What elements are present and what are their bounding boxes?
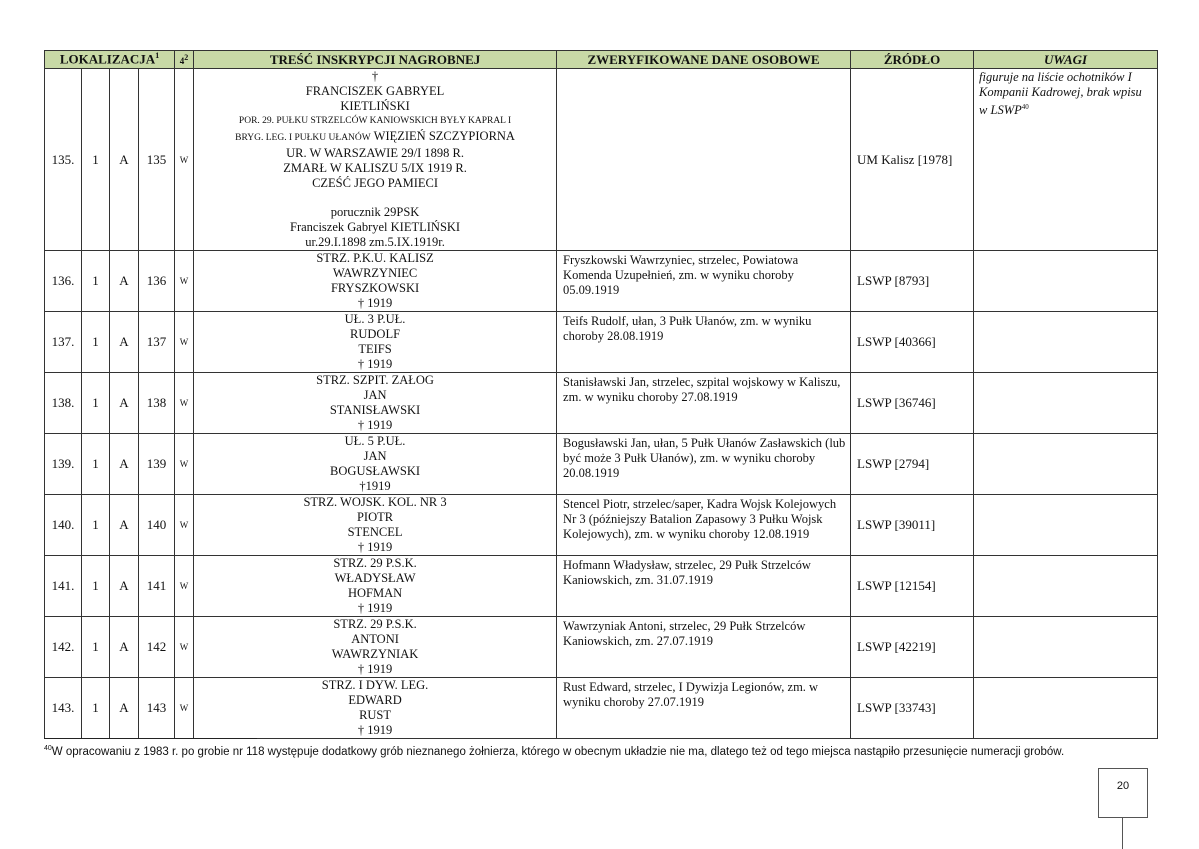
- row-verified-data: Wawrzyniak Antoni, strzelec, 29 Pułk Strzelców Kaniowskich, zm. 27.07.1919: [557, 617, 851, 678]
- table-row: [45, 678, 1158, 739]
- inscription-line: ANTONI: [351, 632, 399, 646]
- inscription-line: UR. W WARSZAWIE 29/I 1898 R.: [286, 146, 464, 160]
- row-number: 143.: [45, 678, 82, 739]
- row-verified-data: Fryszkowski Wawrzyniec, strzelec, Powiatowa Komenda Uzupełnień, zm. w wyniku choroby 05.09.1919: [557, 251, 851, 312]
- row-verified-data: Hofmann Władysław, strzelec, 29 Pułk Strzelców Kaniowskich, zm. 31.07.1919: [557, 556, 851, 617]
- table-row: [45, 373, 1158, 434]
- page-number: 20: [1098, 768, 1148, 818]
- row-sector: 1: [82, 69, 110, 251]
- row-type: W: [175, 495, 194, 556]
- row-remarks: [974, 251, 1158, 312]
- row-quarter: A: [110, 373, 139, 434]
- row-grave: 138: [139, 373, 175, 434]
- row-verified-data: [557, 69, 851, 251]
- row-quarter: A: [110, 556, 139, 617]
- row-source: LSWP [2794]: [851, 434, 974, 495]
- row-inscription: [194, 312, 557, 373]
- inscription-line: KIETLIŃSKI: [340, 99, 410, 113]
- header-uwagi: UWAGI: [974, 51, 1158, 69]
- row-quarter: A: [110, 617, 139, 678]
- header-row: [45, 51, 1158, 69]
- row-quarter: A: [110, 678, 139, 739]
- row-number: 141.: [45, 556, 82, 617]
- row-grave: 141: [139, 556, 175, 617]
- table-row: [45, 495, 1158, 556]
- inscription-line: WŁADYSŁAW: [334, 571, 416, 585]
- header-dane: ZWERYFIKOWANE DANE OSOBOWE: [557, 51, 851, 69]
- row-inscription: [194, 556, 557, 617]
- inscription-line: ur.29.I.1898 zm.5.IX.1919r.: [305, 235, 445, 249]
- inscription-line: STANISŁAWSKI: [329, 403, 421, 417]
- row-remarks: [974, 678, 1158, 739]
- inscription-line: BOGUSŁAWSKI: [330, 464, 421, 478]
- inscription-line: RUDOLF: [350, 327, 401, 341]
- row-grave: 139: [139, 434, 175, 495]
- inscription-line: porucznik 29PSK: [330, 205, 420, 219]
- inscription-line: STRZ. 29 P.S.K.: [333, 556, 417, 570]
- row-remarks: [974, 434, 1158, 495]
- footnote-separator: [44, 738, 257, 739]
- row-number: 142.: [45, 617, 82, 678]
- row-grave: 135: [139, 69, 175, 251]
- inscription-line: † 1919: [357, 601, 393, 615]
- inscription-line: HOFMAN: [347, 586, 403, 600]
- row-source: UM Kalisz [1978]: [851, 69, 974, 251]
- table-row: [45, 251, 1158, 312]
- row-type: W: [175, 678, 194, 739]
- header-tresc: TREŚĆ INSKRYPCJI NAGROBNEJ: [194, 51, 557, 69]
- row-verified-data: Stanisławski Jan, strzelec, szpital wojskowy w Kaliszu, zm. w wyniku choroby 27.08.1919: [557, 373, 851, 434]
- inscription-line: STRZ. SZPIT. ZAŁOG: [316, 373, 434, 387]
- row-source: LSWP [8793]: [851, 251, 974, 312]
- row-source: LSWP [40366]: [851, 312, 974, 373]
- row-number: 138.: [45, 373, 82, 434]
- inscription-line: JAN: [363, 388, 387, 402]
- row-type: W: [175, 373, 194, 434]
- row-sector: 1: [82, 434, 110, 495]
- inscription-line: † 1919: [357, 418, 393, 432]
- row-source: LSWP [39011]: [851, 495, 974, 556]
- row-sector: 1: [82, 312, 110, 373]
- inscription-line: CZEŚĆ JEGO PAMIECI: [312, 176, 439, 190]
- row-remarks: figuruje na liście ochotników I Kompanii Kadrowej, brak wpisu w LSWP$^{40}$: [974, 69, 1158, 251]
- row-source: LSWP [33743]: [851, 678, 974, 739]
- row-source: LSWP [36746]: [851, 373, 974, 434]
- inscription-line: †: [371, 69, 379, 83]
- row-inscription: [194, 495, 557, 556]
- row-type: W: [175, 617, 194, 678]
- row-sector: 1: [82, 495, 110, 556]
- inscription-line: ZMARŁ W KALISZU 5/IX 1919 R.: [283, 161, 467, 175]
- inscription-line: JAN: [363, 449, 387, 463]
- row-verified-data: Stencel Piotr, strzelec/saper, Kadra Wojsk Kolejowych Nr 3 (późniejszy Batalion Zapasowy 3 Pułku Wojsk Kolejowych), zm. w wyniku choroby 12.08.1919: [557, 495, 851, 556]
- row-quarter: A: [110, 69, 139, 251]
- table-row: [45, 312, 1158, 373]
- inscription-line: † 1919: [357, 296, 393, 310]
- inscription-gap: [194, 191, 556, 205]
- row-grave: 136: [139, 251, 175, 312]
- row-remarks: [974, 312, 1158, 373]
- row-quarter: A: [110, 251, 139, 312]
- inscription-line: † 1919: [357, 540, 393, 554]
- row-remarks: [974, 617, 1158, 678]
- row-inscription: [194, 251, 557, 312]
- row-grave: 140: [139, 495, 175, 556]
- inscription-line: † 1919: [357, 723, 393, 737]
- row-quarter: A: [110, 495, 139, 556]
- row-grave: 137: [139, 312, 175, 373]
- row-type: W: [175, 69, 194, 251]
- inscription-line: TEIFS: [358, 342, 392, 356]
- row-inscription: [194, 617, 557, 678]
- inscription-line: † 1919: [357, 662, 393, 676]
- row-grave: 142: [139, 617, 175, 678]
- row-type: W: [175, 312, 194, 373]
- inscription-line: STRZ. 29 P.S.K.: [333, 617, 417, 631]
- inscription-line: FRYSZKOWSKI: [330, 281, 420, 295]
- row-grave: 143: [139, 678, 175, 739]
- row-verified-data: Rust Edward, strzelec, I Dywizja Legionów, zm. w wyniku choroby 27.07.1919: [557, 678, 851, 739]
- inscription-line: WAWRZYNIAK: [331, 647, 419, 661]
- row-sector: 1: [82, 556, 110, 617]
- header-zrodlo: ŹRÓDŁO: [851, 51, 974, 69]
- row-type: W: [175, 434, 194, 495]
- row-inscription: [194, 373, 557, 434]
- inscription-line: UŁ. 5 P.UŁ.: [344, 434, 406, 448]
- row-verified-data: Teifs Rudolf, ułan, 3 Pułk Ułanów, zm. w wyniku choroby 28.08.1919: [557, 312, 851, 373]
- inscription-line: †1919: [359, 479, 391, 493]
- inscription-line: STRZ. P.K.U. KALISZ: [316, 251, 434, 265]
- row-type: W: [175, 251, 194, 312]
- row-remarks: [974, 373, 1158, 434]
- row-verified-data: Bogusławski Jan, ułan, 5 Pułk Ułanów Zasławskich (lub być może 3 Pułk Ułanów), zm. w wyniku choroby 20.08.1919: [557, 434, 851, 495]
- row-inscription: [194, 434, 557, 495]
- row-sector: 1: [82, 617, 110, 678]
- inscription-line: PIOTR: [356, 510, 394, 524]
- table-row: [45, 617, 1158, 678]
- row-number: 137.: [45, 312, 82, 373]
- row-remarks: [974, 495, 1158, 556]
- row-source: LSWP [12154]: [851, 556, 974, 617]
- row-type: W: [175, 556, 194, 617]
- row-quarter: A: [110, 434, 139, 495]
- row-number: 135.: [45, 69, 82, 251]
- inscription-line: BRYG. LEG. I PUŁKU UŁANÓW WIĘZIEŃ SZCZYPIORNA: [235, 129, 515, 143]
- row-number: 136.: [45, 251, 82, 312]
- inscription-line: UŁ. 3 P.UŁ.: [344, 312, 406, 326]
- table-row: [45, 434, 1158, 495]
- table-row: [45, 556, 1158, 617]
- page-box-line: [1122, 817, 1123, 849]
- header-col4: $4^2$: [175, 51, 194, 69]
- row-number: 139.: [45, 434, 82, 495]
- inscription-line: WAWRZYNIEC: [332, 266, 418, 280]
- inscription-line: FRANCISZEK GABRYEL: [305, 84, 445, 98]
- footnote: $^{40}$W opracowaniu z 1983 r. po grobie nr 118 występuje dodatkowy grób nieznanego żołnierza, którego w obecnym układzie nie ma, dlatego też od tego miejsca nastąpiło przesunięcie numeracji grobów.: [44, 745, 1065, 758]
- inscription-line: † 1919: [357, 357, 393, 371]
- header-lokalizacja: LOKALIZACJA$^1$: [45, 51, 175, 69]
- inscription-line: STRZ. I DYW. LEG.: [321, 678, 429, 692]
- row-quarter: A: [110, 312, 139, 373]
- inscription-line: STENCEL: [347, 525, 403, 539]
- row-remarks: [974, 556, 1158, 617]
- inscription-line: Franciszek Gabryel KIETLIŃSKI: [290, 220, 461, 234]
- row-inscription: [194, 678, 557, 739]
- graves-table: [44, 50, 1158, 739]
- inscription-line: EDWARD: [348, 693, 402, 707]
- inscription-line: RUST: [359, 708, 392, 722]
- inscription-line: STRZ. WOJSK. KOL. NR 3: [303, 495, 447, 509]
- row-inscription: [194, 69, 557, 251]
- row-number: 140.: [45, 495, 82, 556]
- row-sector: 1: [82, 678, 110, 739]
- inscription-line: POR. 29. PUŁKU STRZELCÓW KANIOWSKICH BYŁY KAPRAL I: [238, 116, 512, 126]
- row-sector: 1: [82, 251, 110, 312]
- row-sector: 1: [82, 373, 110, 434]
- row-source: LSWP [42219]: [851, 617, 974, 678]
- table-row: [45, 69, 1158, 251]
